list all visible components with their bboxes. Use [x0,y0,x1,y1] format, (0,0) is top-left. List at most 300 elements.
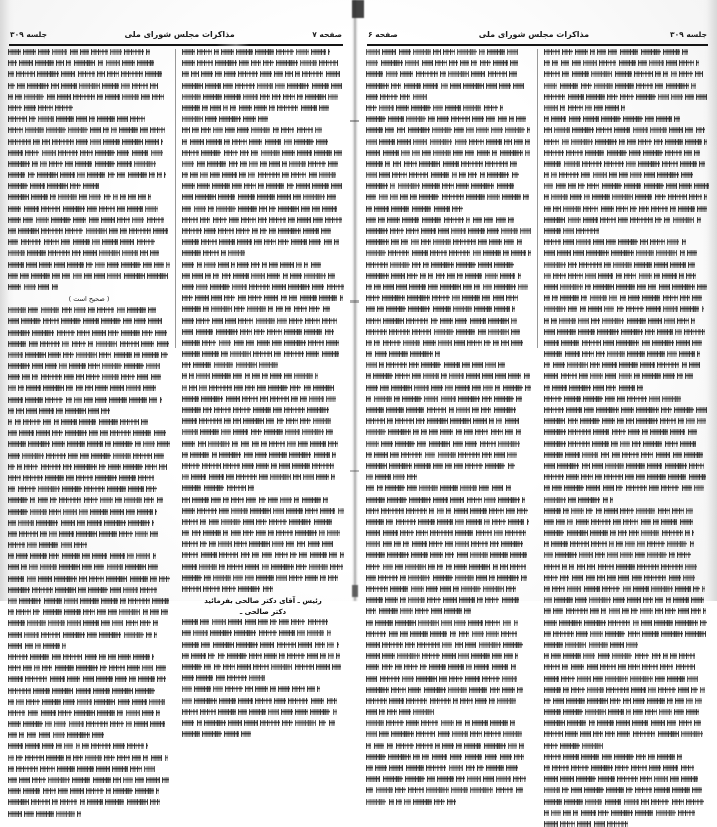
text-word-glyphs [405,776,424,782]
text-line [182,497,344,503]
text-word-glyphs [313,385,333,391]
text-word-glyphs [647,541,665,547]
text-word-glyphs [182,172,188,178]
text-word-glyphs [42,139,50,145]
text-word-glyphs [648,687,656,693]
text-word-glyphs [455,519,464,525]
text-word-glyphs [617,731,630,737]
text-word-glyphs [544,597,553,603]
text-line [8,486,170,492]
text-word-glyphs [269,206,276,212]
text-word-glyphs [209,541,216,547]
text-word-glyphs [633,731,656,737]
text-word-glyphs [584,407,594,413]
text-word-glyphs [383,564,393,570]
text-word-glyphs [624,183,641,189]
text-word-glyphs [475,429,488,435]
text-word-glyphs [314,150,332,156]
text-word-glyphs [189,373,194,379]
text-word-glyphs [237,262,248,268]
text-line [182,530,344,536]
text-word-glyphs [492,653,502,659]
text-word-glyphs [510,552,527,558]
text-word-glyphs [589,642,609,648]
text-word-glyphs [485,754,498,760]
text-word-glyphs [327,642,334,648]
text-word-glyphs [72,777,90,783]
text-line [366,608,532,614]
text-word-glyphs [295,720,316,726]
text-word-glyphs [591,765,613,771]
text-word-glyphs [232,284,247,290]
text-word-glyphs [679,351,695,357]
text-word-glyphs [108,609,117,615]
text-word-glyphs [125,564,145,570]
text-word-glyphs [366,485,374,491]
text-word-glyphs [39,732,51,738]
text-word-glyphs [670,262,686,268]
text-line [8,419,170,425]
text-word-glyphs [385,597,398,603]
text-word-glyphs [654,620,673,626]
text-word-glyphs [182,228,202,234]
text-word-glyphs [661,631,683,637]
text-word-glyphs [236,49,253,55]
text-word-glyphs [189,385,197,391]
text-word-glyphs [442,183,454,189]
text-word-glyphs [606,687,629,693]
text-word-glyphs [496,418,502,424]
text-word-glyphs [426,765,446,771]
text-word-glyphs [494,306,510,312]
text-word-glyphs [56,743,61,749]
text-word-glyphs [155,330,166,336]
text-word-glyphs [255,452,267,458]
text-word-glyphs [445,105,460,111]
text-line [544,306,710,312]
text-word-glyphs [201,552,218,558]
text-word-glyphs [484,731,501,737]
text-word-glyphs [604,161,624,167]
text-word-glyphs [157,676,166,682]
text-word-glyphs [544,642,563,648]
text-word-glyphs [516,396,522,402]
text-word-glyphs [182,463,200,469]
text-word-glyphs [572,71,589,77]
text-word-glyphs [58,788,68,794]
text-word-glyphs [494,284,516,290]
text-word-glyphs [551,116,566,122]
text-word-glyphs [544,318,550,324]
text-word-glyphs [36,217,49,223]
text-line [544,340,710,346]
text-word-glyphs [108,172,115,178]
text-word-glyphs [463,105,482,111]
text-word-glyphs [433,105,443,111]
text-word-glyphs [223,497,229,503]
text-word-glyphs [105,94,120,100]
text-word-glyphs [8,587,30,593]
text-word-glyphs [8,453,20,459]
text-word-glyphs [518,273,521,279]
text-word-glyphs [474,664,489,670]
text-line [8,397,170,403]
text-line [544,821,710,827]
text-word-glyphs [553,362,565,368]
text-word-glyphs [604,508,618,514]
text-line [8,172,170,178]
text-word-glyphs [455,139,467,145]
text-line [8,665,170,671]
text-word-glyphs [102,239,118,245]
text-word-glyphs [316,139,328,145]
text-word-glyphs [154,632,157,638]
right-page-title: مذاکرات مجلس شورای ملی [478,29,590,39]
text-word-glyphs [528,250,531,256]
text-word-glyphs [293,194,301,200]
text-word-glyphs [390,194,398,200]
text-word-glyphs [513,83,525,89]
text-line [366,720,532,726]
text-word-glyphs [567,519,573,525]
text-word-glyphs [394,396,400,402]
text-word-glyphs [624,273,636,279]
text-word-glyphs [434,329,454,335]
text-line [8,475,170,481]
text-line [8,139,170,145]
text-word-glyphs [544,787,560,793]
text-word-glyphs [137,509,152,515]
text-word-glyphs [8,531,17,537]
text-word-glyphs [442,653,456,659]
text-word-glyphs [636,474,644,480]
text-word-glyphs [470,508,487,514]
text-word-glyphs [497,575,520,581]
text-word-glyphs [51,217,71,223]
text-word-glyphs [113,194,118,200]
text-word-glyphs [44,239,59,245]
text-word-glyphs [551,194,567,200]
text-word-glyphs [405,564,426,570]
text-word-glyphs [489,418,494,424]
text-word-glyphs [377,485,383,491]
text-word-glyphs [205,273,211,279]
text-word-glyphs [261,441,267,447]
text-word-glyphs [94,273,105,279]
text-word-glyphs [406,228,419,234]
text-word-glyphs [412,329,431,335]
text-word-glyphs [494,396,514,402]
text-word-glyphs [85,755,102,761]
text-line [544,139,710,145]
text-word-glyphs [291,239,307,245]
text-word-glyphs [480,441,496,447]
text-word-glyphs [560,83,579,89]
text-word-glyphs [488,318,509,324]
text-word-glyphs [683,575,695,581]
text-word-glyphs [544,351,563,357]
text-word-glyphs [441,83,448,89]
text-line [366,340,532,346]
text-word-glyphs [576,519,589,525]
text-word-glyphs [84,497,98,503]
text-line [366,94,532,100]
text-word-glyphs [161,352,168,358]
text-word-glyphs [544,731,563,737]
text-word-glyphs [8,732,17,738]
text-word-glyphs [142,330,153,336]
text-word-glyphs [109,228,118,234]
text-word-glyphs [602,183,622,189]
text-line [8,183,170,189]
text-word-glyphs [684,150,692,156]
text-word-glyphs [477,150,491,156]
text-word-glyphs [257,194,275,200]
text-word-glyphs [508,743,517,749]
text-word-glyphs [404,83,421,89]
text-word-glyphs [472,720,488,726]
text-word-glyphs [43,788,56,794]
text-word-glyphs [43,419,51,425]
text-word-glyphs [269,452,287,458]
text-word-glyphs [295,530,316,536]
text-word-glyphs [473,418,486,424]
text-word-glyphs [612,429,626,435]
text-word-glyphs [326,340,339,346]
text-word-glyphs [49,531,57,537]
text-word-glyphs [694,720,701,726]
text-word-glyphs [108,330,119,336]
text-word-glyphs [636,754,645,760]
text-word-glyphs [98,60,104,66]
text-word-glyphs [76,665,98,671]
text-word-glyphs [461,161,483,167]
text-word-glyphs [305,318,320,324]
text-word-glyphs [145,464,156,470]
text-word-glyphs [684,329,705,335]
text-word-glyphs [413,94,427,100]
text-word-glyphs [587,698,607,704]
text-word-glyphs [551,172,557,178]
text-word-glyphs [277,318,287,324]
text-word-glyphs [572,575,584,581]
text-word-glyphs [544,60,551,66]
text-word-glyphs [409,284,426,290]
text-word-glyphs [319,105,329,111]
text-word-glyphs [557,250,571,256]
text-word-glyphs [544,150,565,156]
text-word-glyphs [61,542,72,548]
text-line [8,228,170,234]
text-word-glyphs [66,397,72,403]
text-word-glyphs [696,60,699,66]
paragraph [8,49,170,111]
text-word-glyphs [24,94,44,100]
text-word-glyphs [366,530,380,536]
text-word-glyphs [317,686,320,692]
text-word-glyphs [223,83,233,89]
text-word-glyphs [663,49,680,55]
text-line [544,765,710,771]
text-line [182,418,344,424]
text-word-glyphs [270,474,291,480]
text-word-glyphs [646,306,661,312]
text-word-glyphs [643,441,662,447]
text-word-glyphs [8,60,17,66]
text-word-glyphs [202,340,216,346]
text-word-glyphs [391,687,406,693]
text-word-glyphs [115,676,126,682]
text-word-glyphs [597,49,606,55]
text-word-glyphs [700,620,707,626]
text-word-glyphs [147,273,169,279]
text-word-glyphs [379,194,388,200]
text-word-glyphs [256,530,266,536]
text-word-glyphs [76,688,92,694]
text-word-glyphs [449,765,464,771]
text-word-glyphs [138,475,154,481]
text-line [544,687,710,693]
text-word-glyphs [491,429,503,435]
text-word-glyphs [681,765,694,771]
text-word-glyphs [544,284,558,290]
text-word-glyphs [544,810,549,816]
text-word-glyphs [571,139,593,145]
text-word-glyphs [279,630,295,636]
text-word-glyphs [91,49,108,55]
text-word-glyphs [298,441,308,447]
text-word-glyphs [252,441,260,447]
text-word-glyphs [544,127,552,133]
text-word-glyphs [190,139,205,145]
text-word-glyphs [8,509,28,515]
text-word-glyphs [253,407,271,413]
text-word-glyphs [556,519,565,525]
text-word-glyphs [581,474,593,480]
text-word-glyphs [416,731,435,737]
text-word-glyphs [210,284,229,290]
text-word-glyphs [110,430,131,436]
text-word-glyphs [366,250,386,256]
text-word-glyphs [92,732,105,738]
text-word-glyphs [579,262,602,268]
text-word-glyphs [86,262,93,268]
text-line [544,83,710,89]
text-word-glyphs [568,217,581,223]
text-line [544,284,710,290]
text-word-glyphs [503,620,512,626]
text-word-glyphs [288,217,294,223]
text-word-glyphs [506,508,515,514]
text-word-glyphs [107,564,124,570]
text-word-glyphs [319,295,338,301]
text-word-glyphs [615,765,629,771]
text-word-glyphs [182,497,190,503]
text-word-glyphs [193,362,211,368]
text-word-glyphs [544,485,551,491]
text-word-glyphs [671,94,683,100]
text-word-glyphs [585,284,591,290]
text-word-glyphs [666,183,677,189]
text-word-glyphs [504,139,512,145]
text-word-glyphs [87,632,97,638]
text-word-glyphs [657,329,673,335]
text-word-glyphs [561,340,580,346]
text-word-glyphs [623,519,639,525]
text-word-glyphs [8,799,29,805]
text-word-glyphs [633,620,639,626]
text-word-glyphs [366,765,373,771]
text-word-glyphs [221,49,233,55]
text-word-glyphs [30,509,47,515]
text-word-glyphs [366,273,389,279]
text-word-glyphs [249,139,262,145]
text-word-glyphs [589,597,611,603]
text-word-glyphs [8,83,15,89]
text-word-glyphs [292,463,310,469]
text-word-glyphs [636,94,655,100]
text-word-glyphs [366,452,372,458]
text-word-glyphs [374,206,389,212]
text-word-glyphs [8,755,14,761]
text-word-glyphs [76,352,96,358]
text-word-glyphs [65,430,86,436]
text-word-glyphs [100,430,107,436]
paragraph [544,754,710,827]
text-word-glyphs [568,429,591,435]
text-word-glyphs [19,777,30,783]
text-word-glyphs [494,452,505,458]
text-line [182,452,344,458]
text-word-glyphs [674,709,684,715]
text-word-glyphs [492,150,497,156]
text-word-glyphs [8,721,21,727]
text-word-glyphs [429,541,443,547]
text-word-glyphs [366,217,376,223]
paragraph [366,620,532,716]
text-line [8,307,170,313]
text-word-glyphs [630,172,642,178]
text-word-glyphs [270,619,276,625]
text-word-glyphs [89,194,101,200]
text-word-glyphs [194,206,207,212]
text-word-glyphs [305,575,318,581]
text-line [182,441,344,447]
text-word-glyphs [202,351,219,357]
text-word-glyphs [679,71,693,77]
text-word-glyphs [143,609,148,615]
text-word-glyphs [408,306,430,312]
text-word-glyphs [606,787,624,793]
text-word-glyphs [551,810,561,816]
text-word-glyphs [334,150,342,156]
text-word-glyphs [32,330,54,336]
text-line [8,239,170,245]
text-word-glyphs [445,541,453,547]
text-word-glyphs [182,139,187,145]
text-word-glyphs [135,788,153,794]
text-word-glyphs [119,475,136,481]
text-line [366,787,532,793]
text-word-glyphs [126,509,135,515]
text-word-glyphs [182,385,187,391]
text-word-glyphs [680,250,685,256]
text-word-glyphs [124,363,144,369]
text-word-glyphs [510,720,515,726]
text-word-glyphs [231,497,244,503]
text-line [544,295,710,301]
text-word-glyphs [431,262,454,268]
